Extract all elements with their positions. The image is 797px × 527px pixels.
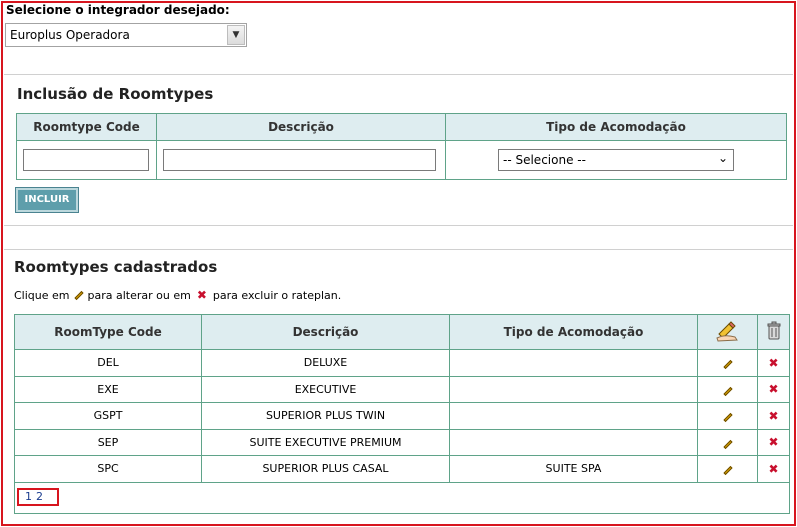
integrator-label: Selecione o integrador desejado: [6, 3, 230, 17]
divider [4, 249, 793, 250]
cell-desc: SUITE EXECUTIVE PREMIUM [202, 429, 450, 456]
delete-cell [758, 403, 790, 430]
roomtype-code-cell [17, 141, 157, 180]
roomtype-code-input[interactable] [23, 149, 149, 171]
delete-cell [758, 429, 790, 456]
cell-tipo [450, 376, 698, 403]
integrator-selected-value: Europlus Operadora [10, 28, 130, 42]
cell-desc: DELUXE [202, 350, 450, 377]
pencil-icon[interactable] [723, 440, 732, 449]
cell-desc: SUPERIOR PLUS TWIN [202, 403, 450, 430]
delete-cell [758, 376, 790, 403]
header-roomtype-code: RoomType Code [15, 315, 202, 350]
header-descricao: Descrição [157, 114, 446, 141]
header-roomtype-code: Roomtype Code [17, 114, 157, 141]
cell-desc: EXECUTIVE [202, 376, 450, 403]
edit-cell [698, 429, 758, 456]
table-row [15, 403, 790, 430]
cell-code: SPC [15, 456, 202, 483]
table-row [15, 376, 790, 403]
inclusion-title: Inclusão de Roomtypes [17, 85, 214, 103]
cell-code: SEP [15, 429, 202, 456]
edit-cell [698, 376, 758, 403]
cell-tipo [450, 403, 698, 430]
chevron-down-icon: ⌄ [717, 151, 728, 166]
pencil-icon[interactable] [723, 466, 732, 475]
integrator-select[interactable] [5, 23, 247, 47]
cell-tipo [450, 429, 698, 456]
delete-cell [758, 456, 790, 483]
instruction-text [14, 288, 341, 302]
instruction-suffix: para excluir o rateplan. [212, 288, 342, 302]
pencil-icon[interactable] [723, 413, 732, 422]
x-delete-icon: ✖ [196, 288, 207, 302]
header-edit [698, 315, 758, 350]
table-row [15, 429, 790, 456]
edit-cell [698, 456, 758, 483]
cell-code: DEL [15, 350, 202, 377]
descricao-cell [157, 141, 446, 180]
page-link-1[interactable]: 1 [25, 490, 32, 503]
tipo-cell [446, 141, 787, 180]
tipo-acomodacao-select[interactable] [498, 149, 734, 171]
inclusion-form-table [16, 113, 787, 180]
tipo-selected-value: -- Selecione -- [503, 153, 586, 168]
cell-code: EXE [15, 376, 202, 403]
trash-icon [767, 321, 781, 341]
table-row [15, 456, 790, 483]
page-link-2[interactable]: 2 [36, 490, 43, 503]
x-delete-icon[interactable]: ✖ [768, 435, 779, 450]
roomtypes-table [14, 314, 790, 483]
pagination [17, 488, 59, 506]
x-delete-icon[interactable]: ✖ [768, 355, 779, 370]
incluir-button[interactable]: INCLUIR [16, 188, 78, 212]
instruction-middle: para alterar ou em [87, 288, 191, 302]
header-delete [758, 315, 790, 350]
pencil-icon[interactable] [723, 387, 732, 396]
descricao-input[interactable] [163, 149, 436, 171]
edit-cell [698, 350, 758, 377]
pencil-icon [74, 290, 83, 299]
header-tipo-acomodacao: Tipo de Acomodação [446, 114, 787, 141]
cell-code: GSPT [15, 403, 202, 430]
table-row [15, 350, 790, 377]
header-descricao: Descrição [202, 315, 450, 350]
instruction-prefix: Clique em [14, 288, 70, 302]
x-delete-icon[interactable]: ✖ [768, 382, 779, 397]
cell-tipo [450, 350, 698, 377]
header-tipo-acomodacao: Tipo de Acomodação [450, 315, 698, 350]
pencil-icon[interactable] [723, 360, 732, 369]
pagination-bar [14, 483, 790, 514]
cell-desc: SUPERIOR PLUS CASAL [202, 456, 450, 483]
edit-cell [698, 403, 758, 430]
registered-title: Roomtypes cadastrados [14, 258, 218, 276]
hand-pencil-icon [715, 320, 741, 342]
x-delete-icon[interactable]: ✖ [768, 408, 779, 423]
cell-tipo: SUITE SPA [450, 456, 698, 483]
divider [4, 225, 793, 226]
chevron-down-icon[interactable]: ▼ [227, 25, 245, 45]
divider [4, 74, 793, 75]
x-delete-icon[interactable]: ✖ [768, 461, 779, 476]
delete-cell [758, 350, 790, 377]
